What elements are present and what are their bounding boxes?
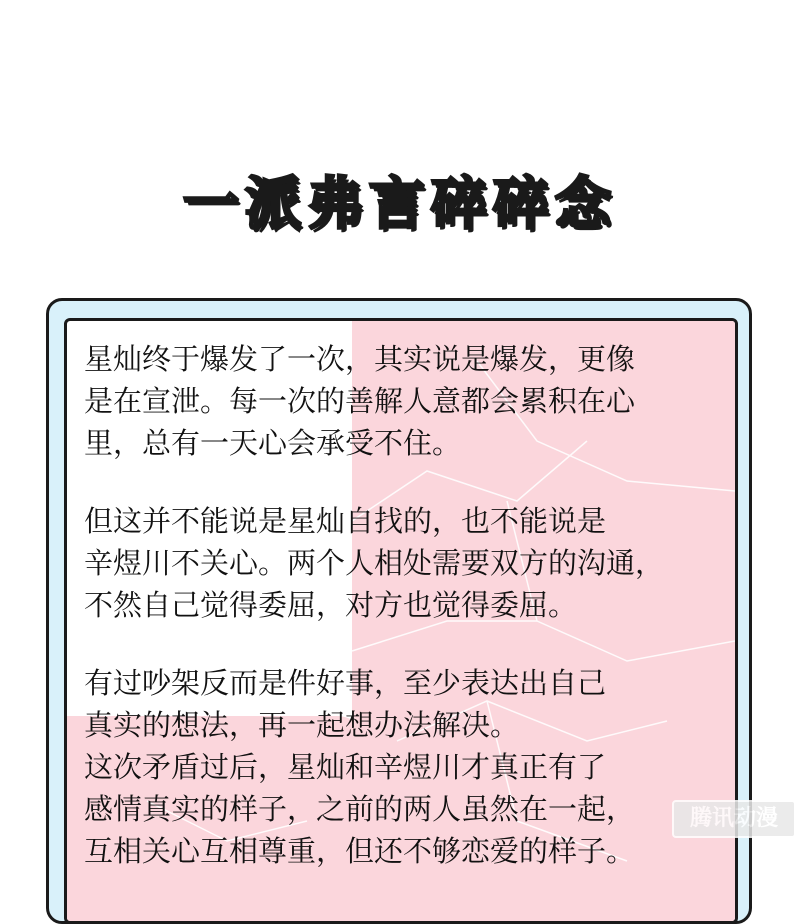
text-line: 感情真实的样子，之前的两人虽然在一起， — [84, 792, 636, 826]
paragraph-1 — [84, 338, 734, 464]
text-line: 里，总有一天心会承受不住。 — [84, 426, 462, 460]
paragraph-4 — [84, 746, 734, 872]
text-line: 这次矛盾过后，星灿和辛煜川才真正有了 — [84, 750, 607, 784]
text-line: 辛煜川不关心。两个人相处需要双方的沟通， — [84, 546, 665, 580]
text-line: 有过吵架反而是件好事，至少表达出自己 — [84, 666, 607, 700]
text-line: 互相关心互相尊重，但还不够恋爱的样子。 — [84, 834, 636, 868]
commentary-text — [84, 338, 734, 908]
text-line: 不然自己觉得委屈，对方也觉得委屈。 — [84, 588, 578, 622]
text-line: 但这并不能说是星灿自找的，也不能说是 — [84, 504, 607, 538]
paragraph-3 — [84, 662, 734, 746]
text-line: 真实的想法，再一起想办法解决。 — [84, 708, 520, 742]
watermark-logo: 腾讯动漫 — [672, 800, 796, 838]
paragraph-2 — [84, 500, 734, 626]
text-line: 星灿终于爆发了一次，其实说是爆发，更像 — [84, 342, 636, 376]
page-title: 一派弗言碎碎念 — [183, 172, 617, 237]
text-line: 是在宣泄。每一次的善解人意都会累积在心 — [84, 384, 636, 418]
